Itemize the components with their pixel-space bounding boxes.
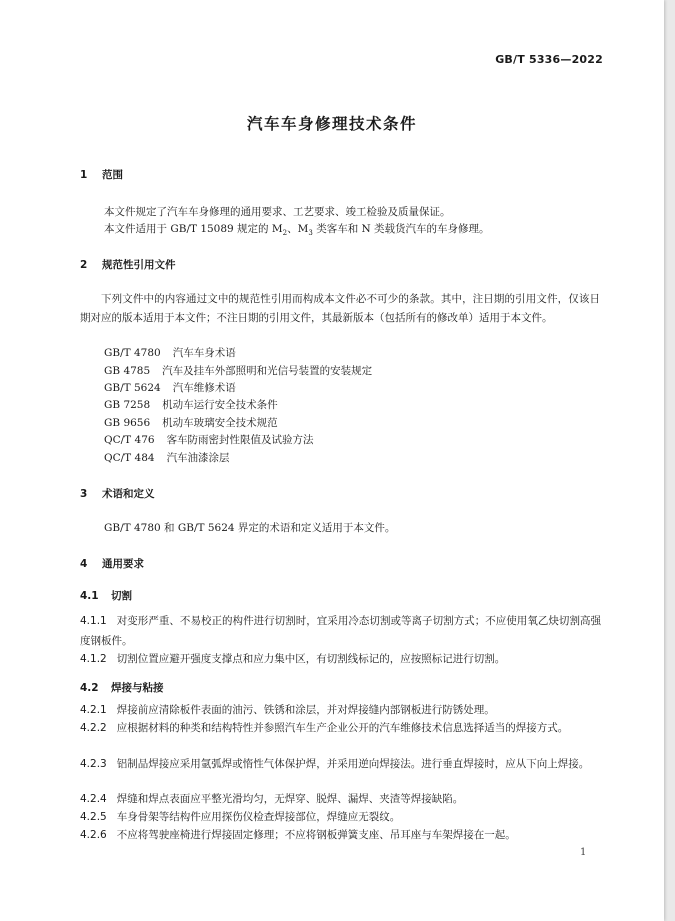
section-4-heading: 4 通用要求 xyxy=(80,558,144,570)
reference-item: GB 4785 汽车及挂车外部照明和光信号装置的安装规定 xyxy=(104,365,373,377)
reference-item: GB 7258 机动车运行安全技术条件 xyxy=(104,399,278,411)
section-3-paragraph: GB/T 4780 和 GB/T 5624 界定的术语和定义适用于本文件。 xyxy=(104,522,396,534)
clause-item: 4.2.1 焊接前应清除板件表面的油污、铁锈和涂层，并对焊接缝内部钢板进行防锈处理。 xyxy=(80,704,495,716)
reference-item: GB 9656 机动车玻璃安全技术规范 xyxy=(104,417,278,429)
section-1-heading: 1 范围 xyxy=(80,169,123,181)
section-1-paragraph-2: 本文件适用于 GB/T 15089 规定的 $M_2$、$M_3$ 类客车和 N 类载货汽车的车身修理。 xyxy=(104,223,490,238)
page-number: 1 xyxy=(580,847,587,858)
clause-item: 4.2.4 焊缝和焊点表面应平整光滑均匀，无焊穿、脱焊、漏焊、夹渣等焊接缺陷。 xyxy=(80,793,464,805)
clause-item: 4.2.5 车身骨架等结构件应用探伤仪检查焊接部位，焊缝应无裂纹。 xyxy=(80,811,401,823)
reference-item: GB/T 4780 汽车车身术语 xyxy=(104,347,236,359)
clause-item: 4.1.2 切割位置应避开强度支撑点和应力集中区，有切割线标记的，应按照标记进行切割。 xyxy=(80,653,506,665)
page-title: 汽车车身修理技术条件 xyxy=(246,115,417,133)
clause-item: 4.2.6 不应将驾驶座椅进行焊接固定修理；不应将钢板弹簧支座、吊耳座与车架焊接在一起。 xyxy=(80,829,516,841)
section-4-1-heading: 4.1 切割 xyxy=(80,590,132,602)
section-2-intro: 下列文件中的内容通过文中的规范性引用而构成本文件必不可少的条款。其中，注日期的引用文件，仅该日期对应的版本适用于本文件；不注日期的引用文件，其最新版本（包括所有的修改单）适用于本文件。 xyxy=(80,293,600,324)
section-2-heading: 2 规范性引用文件 xyxy=(80,259,176,271)
clause-item: 4.2.2 应根据材料的种类和结构特性并参照汽车生产企业公开的汽车维修技术信息选择适当的焊接方式。 xyxy=(80,722,569,734)
reference-item: QC/T 476 客车防雨密封性限值及试验方法 xyxy=(104,434,314,446)
reference-item: GB/T 5624 汽车维修术语 xyxy=(104,382,236,394)
reference-item: QC/T 484 汽车油漆涂层 xyxy=(104,452,230,464)
section-3-heading: 3 术语和定义 xyxy=(80,488,155,500)
section-1-paragraph-1: 本文件规定了汽车车身修理的通用要求、工艺要求、竣工检验及质量保证。 xyxy=(104,206,451,218)
section-4-2-heading: 4.2 焊接与粘接 xyxy=(80,682,164,694)
document-id: GB/T 5336—2022 xyxy=(495,53,603,66)
clause-item: 4.2.3 铝制品焊接应采用氩弧焊或惰性气体保护焊，并采用逆向焊接法。进行垂直焊接时，应从下向上焊接。 xyxy=(80,758,590,770)
clause-item: 4.1.1 对变形严重、不易校正的构件进行切割时，宜采用冷态切割或等离子切割方式；不应使用氧乙炔切割高强度钢板件。 xyxy=(80,615,601,647)
